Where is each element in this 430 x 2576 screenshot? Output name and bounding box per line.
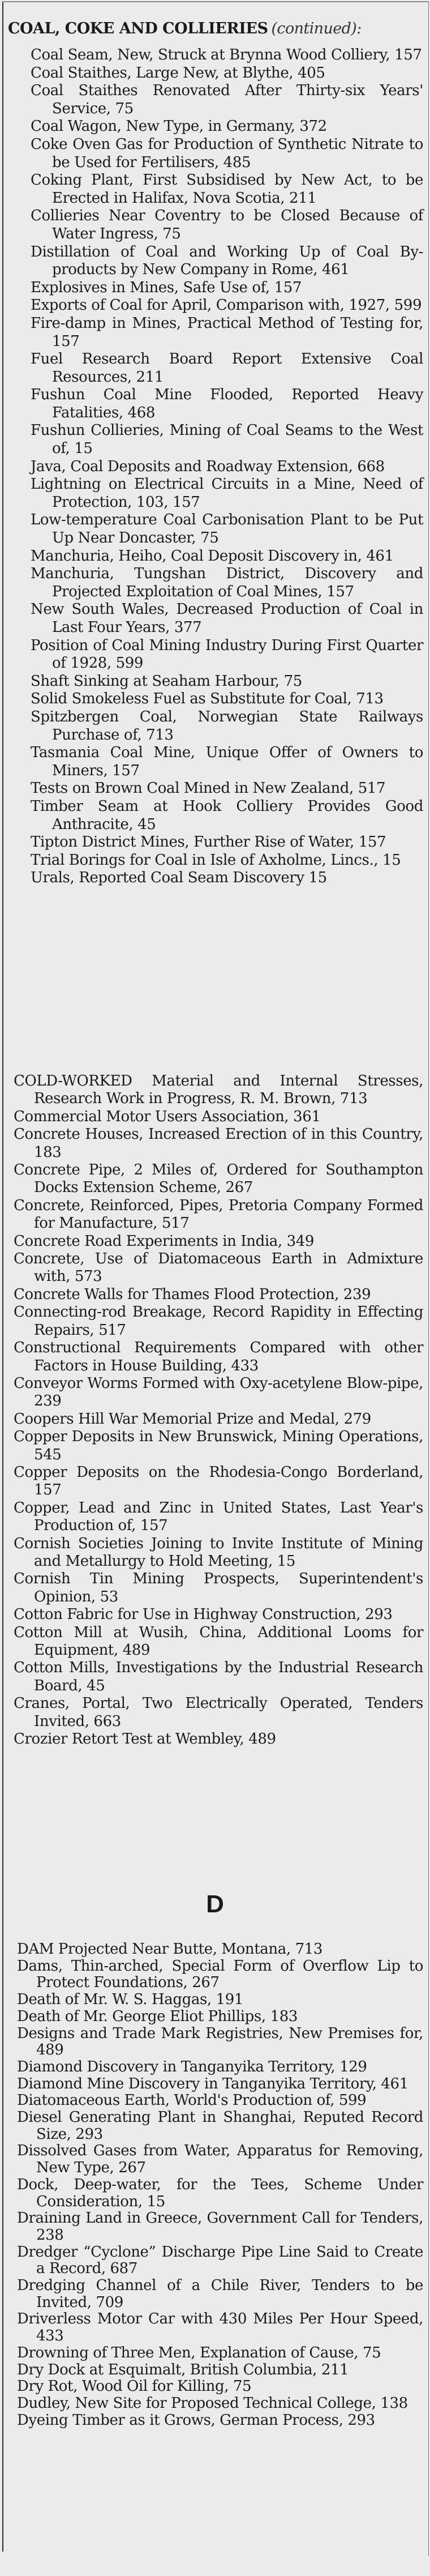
index-entry: Connecting-rod Breakage, Record Rapidity in Effecting Repairs, 517 [14, 1304, 423, 1339]
index-entry: Diamond Mine Discovery in Tanganyika Territory, 461 [17, 2075, 408, 2092]
index-entry: Position of Coal Mining Industry During First Quarter of 1928, 599 [31, 636, 423, 672]
index-entry: Concrete Pipe, 2 Miles of, Ordered for Southampton Docks Extension Scheme, 267 [14, 1161, 423, 1197]
index-entry: Death of Mr. W. S. Haggas, 191 [17, 1991, 244, 2009]
index-entry: Dry Dock at Esquimalt, British Columbia, 211 [17, 2361, 349, 2378]
index-entry: Drowning of Three Men, Explanation of Cause, 75 [17, 2344, 381, 2361]
index-entry: Manchuria, Heiho, Coal Deposit Discovery in, 461 [31, 547, 394, 565]
index-entry: Spitzbergen Coal, Norwegian State Railways Purchase of, 713 [31, 708, 423, 744]
index-entry: Copper, Lead and Zinc in United States, Last Year's Production of, 157 [14, 1499, 423, 1535]
index-entry: Coke Oven Gas for Production of Synthetic Nitrate to be Used for Fertilisers, 485 [31, 135, 423, 171]
index-entry: Diamond Discovery in Tanganyika Territory, 129 [17, 2058, 367, 2075]
index-entry: Solid Smokeless Fuel as Substitute for Coal, 713 [31, 690, 384, 708]
index-entry: Designs and Trade Mark Registries, New Premises for, 489 [17, 2024, 423, 2059]
index-entry: Timber Seam at Hook Colliery Provides Good Anthracite, 45 [31, 797, 423, 833]
index-entry: Dyeing Timber as it Grows, German Process, 293 [17, 2411, 375, 2429]
index-entry: Shaft Sinking at Seaham Harbour, 75 [31, 672, 302, 690]
index-entry: Cotton Fabric for Use in Highway Construction, 293 [14, 1606, 393, 1624]
index-entry: Concrete, Use of Diatomaceous Earth in Admixture with, 573 [14, 1250, 423, 1285]
index-entry: Tests on Brown Coal Mined in New Zealand, 517 [31, 780, 386, 797]
index-entry: Coking Plant, First Subsidised by New Act, to be Erected in Halifax, Nova Scotia, 211 [31, 172, 423, 207]
index-entry: Commercial Motor Users Association, 361 [14, 1108, 321, 1125]
section-letter-d: D [206, 1890, 224, 1918]
index-entry: Urals, Reported Coal Seam Discovery 15 [31, 869, 327, 887]
index-entry: Tipton District Mines, Further Rise of Water, 157 [31, 834, 386, 851]
coal-subentries [0, 46, 430, 887]
index-entry: Fushun Coal Mine Flooded, Reported Heavy Fatalities, 468 [31, 386, 423, 421]
index-entry: Crozier Retort Test at Wembley, 489 [14, 1731, 276, 1748]
index-entry: Dams, Thin-arched, Special Form of Overflow Lip to Protect Foundations, 267 [17, 1957, 423, 1992]
index-entry: Cornish Societies Joining to Invite Institute of Mining and Metallurgy to Hold Meeting, 15 [14, 1535, 423, 1570]
d-entries [0, 1941, 430, 2429]
index-entry: Copper Deposits on the Rhodesia-Congo Borderland, 157 [14, 1463, 423, 1499]
index-entry: Fushun Collieries, Mining of Coal Seams to the West of, 15 [31, 422, 423, 458]
index-entry: Low-temperature Coal Carbonisation Plant to be Put Up Near Doncaster, 75 [31, 511, 423, 547]
index-entry: New South Wales, Decreased Production of Coal in Last Four Years, 377 [31, 601, 423, 636]
index-entry: Dudley, New Site for Proposed Technical College, 138 [17, 2394, 408, 2412]
index-entry: Death of Mr. George Eliot Phillips, 183 [17, 2007, 298, 2025]
index-entry: Cranes, Portal, Two Electrically Operated, Tenders Invited, 663 [14, 1695, 423, 1730]
index-entry: Collieries Near Coventry to be Closed Because of Water Ingress, 75 [31, 207, 423, 242]
index-entry: Fuel Research Board Report Extensive Coal Resources, 211 [31, 351, 423, 386]
index-entry: Conveyor Worms Formed with Oxy-acetylene Blow-pipe, 239 [14, 1374, 423, 1410]
index-entry: Java, Coal Deposits and Roadway Extension, 668 [31, 458, 385, 475]
index-entry: Diatomaceous Earth, World's Production of, 599 [17, 2092, 367, 2109]
index-entry: Draining Land in Greece, Government Call for Tenders, 238 [17, 2210, 423, 2244]
index-entry: Cotton Mill at Wusih, China, Additional Looms for Equipment, 489 [14, 1624, 423, 1659]
index-entry: Fire-damp in Mines, Practical Method of Testing for, 157 [31, 314, 423, 350]
index-entry: Manchuria, Tungshan District, Discovery and Projected Exploitation of Coal Mines, 157 [31, 565, 423, 600]
index-entry: Cornish Tin Mining Prospects, Superintendent's Opinion, 53 [14, 1570, 423, 1605]
section-heading-coal [8, 19, 422, 39]
index-entry: Coal Seam, New, Struck at Brynna Wood Colliery, 157 [31, 46, 422, 63]
heading-continued: (continued): [271, 20, 362, 37]
index-entry: Constructional Requirements Compared with other Factors in House Building, 433 [14, 1339, 423, 1374]
index-entry: Cotton Mills, Investigations by the Industrial Research Board, 45 [14, 1659, 423, 1694]
index-entry: Tasmania Coal Mine, Unique Offer of Owners to Miners, 157 [31, 744, 423, 779]
heading-title: COAL, COKE AND COLLIERIES [8, 20, 268, 37]
index-entry: Copper Deposits in New Brunswick, Mining Operations, 545 [14, 1428, 423, 1463]
index-entry: Coopers Hill War Memorial Prize and Medal, 279 [14, 1410, 371, 1428]
c-entries [0, 1073, 430, 1748]
index-entry: Exports of Coal for April, Comparison with, 1927, 599 [31, 297, 422, 314]
index-entry: Dredger “Cyclone” Discharge Pipe Line Said to Create a Record, 687 [17, 2243, 423, 2278]
index-entry: Dock, Deep-water, for the Tees, Scheme Under Consideration, 15 [17, 2176, 423, 2210]
index-entry: Coal Staithes, Large New, at Blythe, 405 [31, 64, 325, 82]
index-entry: DAM Projected Near Butte, Montana, 713 [17, 1941, 323, 1958]
index-entry: Concrete Walls for Thames Flood Protection, 239 [14, 1285, 371, 1303]
page-border-top [2, 1, 429, 2]
index-entry: Dissolved Gases from Water, Apparatus for Removing, New Type, 267 [17, 2142, 423, 2177]
index-entry: Distillation of Coal and Working Up of Coal By-products by New Company in Rome, 461 [31, 243, 423, 279]
index-entry: Concrete Road Experiments in India, 349 [14, 1232, 315, 1250]
index-entry: Dry Rot, Wood Oil for Killing, 75 [17, 2378, 252, 2395]
index-entry: Concrete Houses, Increased Erection of in this Country, 183 [14, 1126, 423, 1161]
index-entry: Driverless Motor Car with 430 Miles Per Hour Speed, 433 [17, 2310, 423, 2345]
index-entry: Lightning on Electrical Circuits in a Mine, Need of Protection, 103, 157 [31, 476, 423, 511]
index-entry: Diesel Generating Plant in Shanghai, Reputed Record Size, 293 [17, 2109, 423, 2143]
index-entry: Concrete, Reinforced, Pipes, Pretoria Company Formed for Manufacture, 517 [14, 1197, 423, 1232]
index-entry: Dredging Channel of a Chile River, Tenders to be Invited, 709 [17, 2277, 423, 2311]
index-entry: COLD-WORKED Material and Internal Stresses, Research Work in Progress, R. M. Brown, 713 [14, 1073, 423, 1108]
index-entry: Explosives in Mines, Safe Use of, 157 [31, 279, 302, 296]
index-entry: Coal Staithes Renovated After Thirty-six Years' Service, 75 [31, 82, 423, 117]
index-entry: Coal Wagon, New Type, in Germany, 372 [31, 118, 327, 135]
index-entry: Trial Borings for Coal in Isle of Axholme, Lincs., 15 [31, 851, 401, 869]
